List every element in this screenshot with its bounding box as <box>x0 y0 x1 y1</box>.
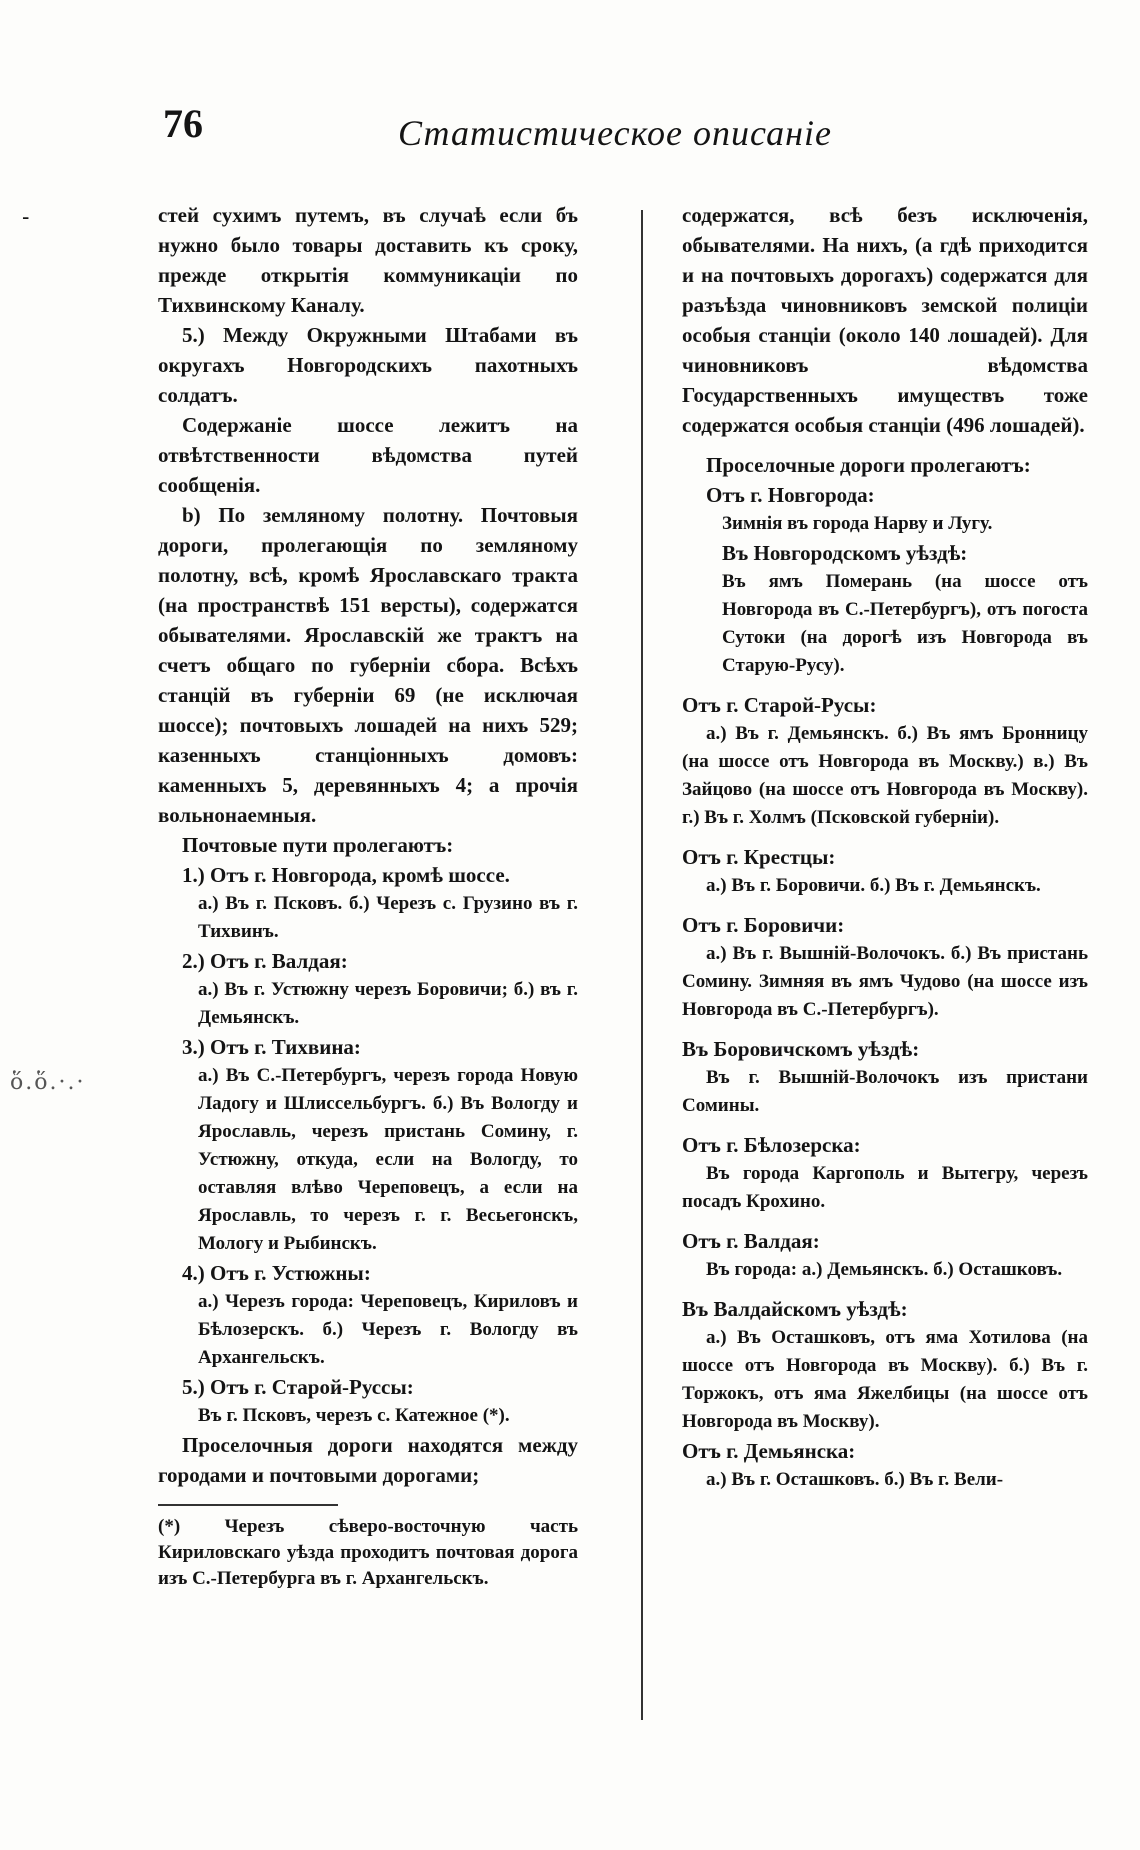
paragraph: Отъ г. Крестцы: <box>682 845 836 869</box>
paragraph: Отъ г. Боровичи: <box>682 913 845 937</box>
paragraph: Содержаніе шоссе лежитъ на отвѣтственности вѣдомства путей сообщенія. <box>158 413 578 497</box>
paragraph: Отъ г. Новгорода: <box>706 483 875 507</box>
paragraph: а.) Въ г. Устюжну черезъ Боровичи; б.) въ г. Демьянскъ. <box>198 979 578 1028</box>
paragraph: а.) Въ г. Псковъ. б.) Черезъ с. Грузино въ г. Тихвинъ. <box>198 893 578 942</box>
paragraph: Въ города Каргополь и Вытегру, черезъ посадъ Крохино. <box>682 1163 1088 1212</box>
paragraph: стей сухимъ путемъ, въ случаѣ если бъ нужно было товары доставить къ сроку, прежде открытія коммуникаціи по Тихвинскому Каналу. <box>158 203 578 317</box>
footnote-rule <box>158 1504 338 1506</box>
paragraph: Зимнія въ города Нарву и Лугу. <box>722 513 993 534</box>
paragraph: содержатся, всѣ безъ исключенія, обывателями. На нихъ, (а гдѣ приходится и на почтовыхъ дорогахъ) содержатся для разъѣзда чиновниковъ земской полиціи особыя станціи (около 140 лошадей). Для чиновниковъ вѣдомства Государственныхъ имуществъ тоже содержатся особыя станціи (496 лошадей). <box>682 203 1088 437</box>
paragraph: Въ Валдайскомъ уѣздѣ: <box>682 1297 908 1321</box>
paragraph: Въ г. Псковъ, черезъ с. Катежное (*). <box>198 1405 510 1426</box>
margin-dash: - <box>22 205 30 230</box>
paragraph: Въ Новгородскомъ уѣздѣ: <box>722 541 968 565</box>
right-column <box>682 200 1088 1494</box>
paragraph: Отъ г. Старой-Русы: <box>682 693 877 717</box>
paragraph: Въ г. Вышній-Волочокъ изъ пристани Сомины. <box>682 1067 1088 1116</box>
paragraph: Въ города: а.) Демьянскъ. б.) Осташковъ. <box>706 1259 1063 1280</box>
column-divider <box>641 210 643 1720</box>
paragraph: а.) Черезъ города: Череповецъ, Кириловъ и Бѣлозерскъ. б.) Черезъ г. Вологду въ Архангельскъ. <box>198 1291 578 1368</box>
paragraph: 2.) Отъ г. Валдая: <box>182 949 348 973</box>
paragraph: 1.) Отъ г. Новгорода, кромѣ шоссе. <box>182 863 510 887</box>
paragraph: 4.) Отъ г. Устюжны: <box>182 1261 371 1285</box>
paragraph: Въ Боровичскомъ уѣздѣ: <box>682 1037 920 1061</box>
running-head: Статистическое описаніе <box>398 113 832 153</box>
paragraph: а.) Въ г. Демьянскъ. б.) Въ ямъ Бронницу (на шоссе отъ Новгорода въ Москву.) в.) Въ Зайцово (на шоссе отъ Новгорода въ Москву). г.) Въ г. Холмъ (Псковской губерніи). <box>682 723 1088 828</box>
paragraph: а.) Въ Осташковъ, отъ яма Хотилова (на шоссе отъ Новгорода въ Москву). б.) Въ г. Торжокъ, отъ яма Яжелбицы (на шоссе отъ Новгорода въ Москву). <box>682 1327 1088 1432</box>
paragraph: Отъ г. Бѣлозерска: <box>682 1133 861 1157</box>
paragraph: а.) Въ г. Осташковъ. б.) Въ г. Вели- <box>706 1469 1004 1490</box>
page-number: 76 <box>163 101 203 146</box>
paragraph: Почтовые пути пролегаютъ: <box>182 833 454 857</box>
left-column <box>158 200 578 1592</box>
paragraph: 5.) Отъ г. Старой-Руссы: <box>182 1375 414 1399</box>
paragraph: а.) Въ С.-Петербургъ, черезъ города Новую Ладогу и Шлиссельбургъ. б.) Въ Вологду и Ярославль, черезъ пристань Сомину, г. Устюжну, откуда, если на Вологду, то оставляя влѣво Череповецъ, а если на Ярославль, то черезъ г. г. Весьегонскъ, Мологу и Рыбинскъ. <box>198 1065 578 1254</box>
paragraph: Проселочные дороги пролегаютъ: <box>706 453 1031 477</box>
paragraph: Отъ г. Демьянска: <box>682 1439 856 1463</box>
paragraph: Отъ г. Валдая: <box>682 1229 820 1253</box>
footnote: (*) Черезъ сѣверо-восточную часть Кириловскаго уѣзда проходитъ почтовая дорога изъ С.-Петербурга въ г. Архангельскъ. <box>158 1516 578 1589</box>
paragraph: Въ ямъ Померань (на шоссе отъ Новгорода въ С.-Петербургъ), отъ погоста Сутоки (на дорогѣ изъ Новгорода въ Старую-Русу). <box>722 571 1088 676</box>
paragraph: Проселочныя дороги находятся между городами и почтовыми дорогами; <box>158 1433 578 1487</box>
paragraph: 5.) Между Окружными Штабами въ округахъ Новгородскихъ пахотныхъ солдатъ. <box>158 323 578 407</box>
paragraph: а.) Въ г. Вышній-Волочокъ. б.) Въ пристань Сомину. Зимняя въ ямъ Чудово (на шоссе изъ Новгорода въ С.-Петербургъ). <box>682 943 1088 1020</box>
paragraph: b) По земляному полотну. Почтовыя дороги, пролегающія по земляному полотну, всѣ, кромѣ Ярославскаго тракта (на пространствѣ 151 версты), содержатся обывателями. Ярославскій же трактъ на счетъ общаго по губерніи сбора. Всѣхъ станцій въ губерніи 69 (не исключая шоссе); почтовыхъ лошадей на нихъ 529; казенныхъ станціонныхъ домовъ: каменныхъ 5, деревянныхъ 4; а прочія вольнонаемныя. <box>158 503 578 827</box>
margin-scribble: ὅ.ὅ.·.· <box>10 1070 86 1095</box>
paragraph: 3.) Отъ г. Тихвина: <box>182 1035 361 1059</box>
paragraph: а.) Въ г. Боровичи. б.) Въ г. Демьянскъ. <box>706 875 1041 896</box>
